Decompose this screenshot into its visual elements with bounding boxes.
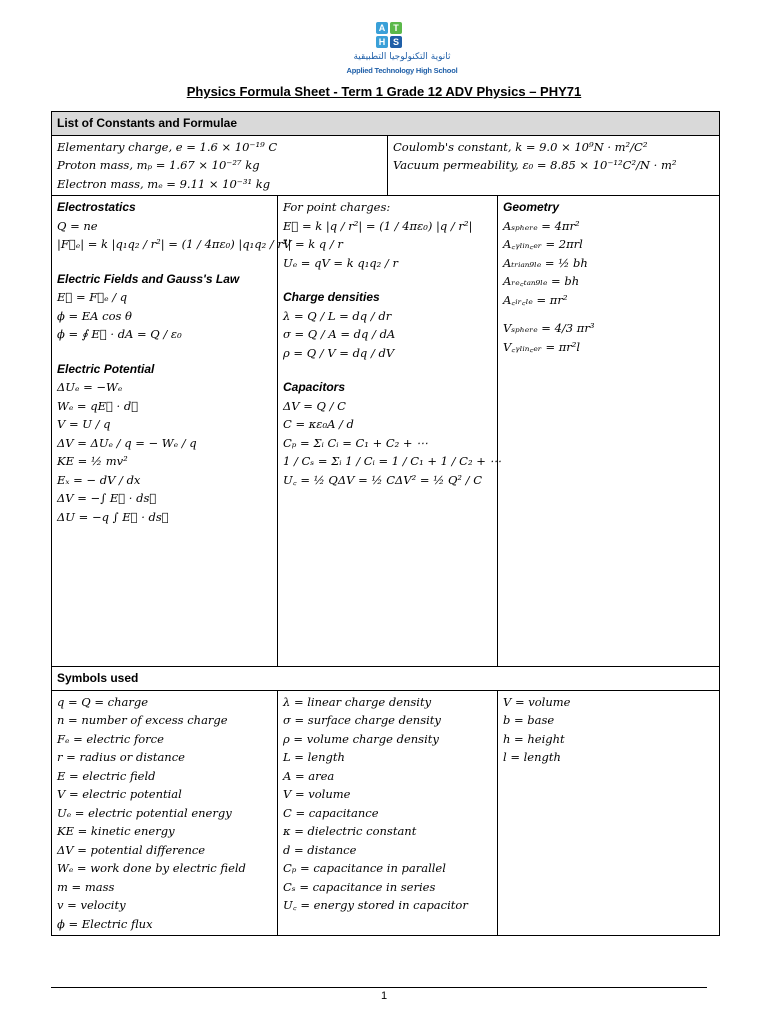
- formula: Aᵣₑ꜀ₜₐₙ₉ₗₑ = bh: [503, 274, 580, 288]
- symbols-column-3: [498, 690, 720, 936]
- symbol-line: h = height: [503, 731, 565, 746]
- constant-line: Coulomb's constant, k = 9.0 × 10⁹N · m²/C²: [393, 139, 648, 154]
- symbol-line: L = length: [283, 750, 345, 764]
- logo-english-text: Applied Technology High School: [346, 66, 458, 75]
- formula: ΔUₑ = −Wₑ: [57, 380, 123, 394]
- symbol-line: λ = linear charge density: [283, 694, 432, 709]
- logo-tile-h: H: [376, 36, 388, 48]
- section-heading: Electric Potential: [57, 361, 155, 376]
- formula: ρ = Q / V = dq / dV: [283, 345, 395, 360]
- formula: ϕ = EA cos θ: [57, 308, 132, 323]
- symbol-line: C = capacitance: [283, 805, 379, 820]
- symbol-line: U꜀ = energy stored in capacitor: [283, 898, 468, 912]
- constant-line: Vacuum permeability, ε₀ = 8.85 × 10⁻¹²C²/N · m²: [393, 158, 677, 172]
- symbol-line: V = volume: [283, 787, 351, 801]
- symbol-line: σ = surface charge density: [283, 713, 441, 727]
- symbol-line: ΔV = potential difference: [57, 842, 206, 857]
- symbol-line: Uₑ = electric potential energy: [57, 805, 232, 820]
- formula: Uₑ = qV = k q₁q₂ / r: [283, 255, 398, 270]
- formula: Cₚ = Σᵢ Cᵢ = C₁ + C₂ + ⋯: [283, 435, 428, 450]
- formula: V = U / q: [57, 417, 111, 431]
- formula: Q = ne: [57, 218, 98, 233]
- formula: Eₓ = − dV / dx: [57, 472, 141, 487]
- symbol-line: E = electric field: [57, 768, 156, 783]
- formula: ΔV = Q / C: [283, 398, 346, 413]
- formula: A꜀ᵢᵣ꜀ₗₑ = πr²: [503, 292, 568, 307]
- formula: σ = Q / A = dq / dA: [283, 327, 396, 341]
- formula: V = k q / r: [283, 237, 343, 251]
- formula: Wₑ = qE⃗ · d⃗: [57, 398, 139, 413]
- formula: KE = ½ mv²: [57, 454, 128, 468]
- symbol-line: κ = dielectric constant: [283, 824, 417, 838]
- formula: λ = Q / L = dq / dr: [283, 308, 392, 323]
- symbol-line: b = base: [503, 713, 555, 727]
- page-number: 1: [380, 990, 388, 1002]
- formula: ΔV = −∫ E⃗ · ds⃗: [57, 491, 157, 505]
- formula: E⃗ = k |q / r²| = (1 / 4πε₀) |q / r²|: [283, 218, 473, 233]
- symbols-header: Symbols used: [52, 667, 720, 691]
- school-logo: [346, 22, 458, 82]
- formula-column-3: [498, 196, 720, 667]
- formula: U꜀ = ½ QΔV = ½ CΔV² = ½ Q² / C: [283, 472, 482, 487]
- constants-header: List of Constants and Formulae: [52, 112, 720, 136]
- symbol-line: r = radius or distance: [57, 750, 185, 764]
- symbol-line: KE = kinetic energy: [57, 824, 175, 838]
- symbol-line: Cₛ = capacitance in series: [283, 879, 436, 894]
- symbol-line: ϕ = Electric flux: [57, 916, 153, 931]
- symbol-line: A = area: [283, 768, 335, 783]
- section-heading: For point charges:: [283, 200, 391, 214]
- symbol-line: l = length: [503, 750, 561, 764]
- constants-left: [52, 135, 388, 196]
- formula: A꜀ᵧₗᵢₙ꜀ₑᵣ = 2πrl: [503, 237, 583, 251]
- section-heading: Geometry: [503, 200, 560, 214]
- formula-table: [51, 111, 720, 936]
- formula: Vₛₚₕₑᵣₑ = 4/3 πr³: [503, 321, 595, 335]
- formula: Aₛₚₕₑᵣₑ = 4πr²: [503, 218, 580, 233]
- formula: C = κε₀A / d: [283, 417, 354, 431]
- logo-tile-t: T: [390, 22, 402, 34]
- formula-column-1: [52, 196, 292, 667]
- formula: 1 / Cₛ = Σᵢ 1 / Cᵢ = 1 / C₁ + 1 / C₂ + ⋯: [283, 454, 502, 468]
- symbols-column-1: [52, 690, 278, 936]
- constants-right: [388, 135, 720, 196]
- symbol-line: Wₑ = work done by electric field: [57, 861, 246, 875]
- logo-arabic-text: ثانوية التكنولوجيا التطبيقية: [353, 52, 451, 62]
- constant-line: Proton mass, mₚ = 1.67 × 10⁻²⁷ kg: [57, 158, 260, 172]
- formula: ϕ = ∮ E⃗ · dA = Q / ε₀: [57, 327, 182, 341]
- symbol-line: V = electric potential: [57, 787, 182, 801]
- section-heading: Electrostatics: [57, 200, 136, 214]
- section-heading: Electric Fields and Gauss's Law: [57, 271, 240, 286]
- constant-line: Electron mass, mₑ = 9.11 × 10⁻³¹ kg: [57, 176, 271, 191]
- formula: ΔU = −q ∫ E⃗ · ds⃗: [57, 509, 169, 524]
- formula-column-2: [278, 196, 502, 667]
- section-heading: Charge densities: [283, 290, 380, 304]
- formula: E⃗ = F⃗ₑ / q: [57, 290, 128, 304]
- symbol-line: q = Q = charge: [57, 694, 149, 709]
- symbol-line: Fₑ = electric force: [57, 731, 164, 746]
- symbol-line: Cₚ = capacitance in parallel: [283, 861, 446, 875]
- logo-tile-s: S: [390, 36, 402, 48]
- formula: ΔV = ΔUₑ / q = − Wₑ / q: [57, 435, 197, 450]
- symbols-column-2: [278, 690, 498, 936]
- symbol-line: m = mass: [57, 879, 115, 894]
- section-heading: Capacitors: [283, 380, 346, 394]
- formula: Aₜᵣᵢₐₙ₉ₗₑ = ½ bh: [503, 255, 588, 270]
- symbol-line: n = number of excess charge: [57, 713, 228, 727]
- symbol-line: v = velocity: [57, 898, 126, 912]
- footer-divider: [51, 987, 707, 988]
- symbol-line: ρ = volume charge density: [283, 731, 439, 746]
- logo-tile-a: A: [376, 22, 388, 34]
- symbol-line: d = distance: [283, 842, 357, 857]
- formula: V꜀ᵧₗᵢₙ꜀ₑᵣ = πr²l: [503, 339, 581, 354]
- page-title: Physics Formula Sheet - Term 1 Grade 12 ADV Physics – PHY71: [186, 84, 582, 99]
- symbol-line: V = volume: [503, 694, 571, 709]
- constant-line: Elementary charge, e = 1.6 × 10⁻¹⁹ C: [57, 139, 278, 154]
- formula: |F⃗ₑ| = k |q₁q₂ / r²| = (1 / 4πε₀) |q₁q₂ / r²|: [57, 237, 292, 251]
